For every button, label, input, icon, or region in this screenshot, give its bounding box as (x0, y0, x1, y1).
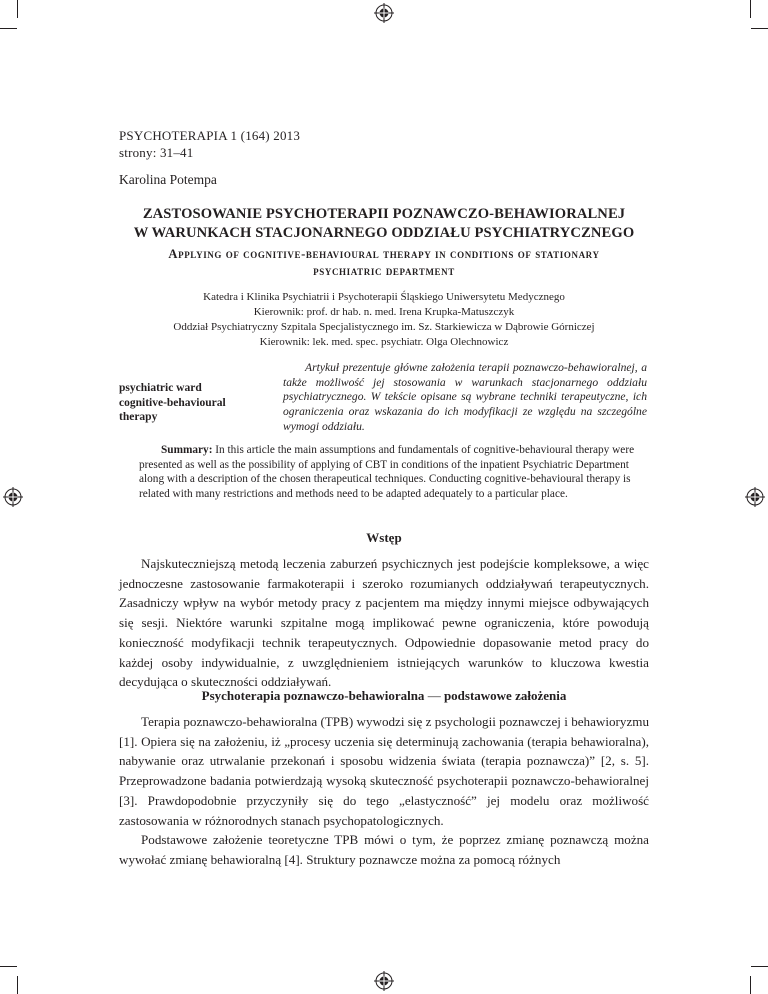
paragraph: Podstawowe założenie teoretyczne TPB mówi o tym, że poprzez zmianę poznawczą można wywołać zmianę behawioralną [4]. Struktury poznawcze można za pomocą różnych (119, 832, 649, 867)
keywords (119, 381, 269, 425)
abstract-polish: Artykuł prezentuje główne założenia terapii poznawczo-behawioralnej, a także możliwość jej stosowania w warunkach stacjonarnego oddziału psychiatrycznego. W tekście opisane są wybrane techniki terapeutyczne, ich ograniczenia oraz wskazania do ich modyfikacji ze względu na szczególne wymogi oddziału. (283, 361, 647, 433)
journal-citation: PSYCHOTERAPIA 1 (164) 2013 (119, 128, 301, 143)
crop-mark (0, 28, 17, 29)
affiliation (0, 290, 768, 350)
affiliation-line: Kierownik: prof. dr hab. n. med. Irena Krupka-Matuszczyk (253, 306, 515, 318)
affiliation-line: Oddział Psychiatryczny Szpitala Specjalistycznego im. Sz. Starkiewicza w Dąbrowie Górniczej (173, 321, 595, 333)
keyword: cognitive-behavioural (119, 396, 226, 409)
summary-label: Summary: (161, 444, 213, 456)
summary (139, 443, 649, 501)
crop-mark (751, 28, 768, 29)
section-heading-dash: — (427, 688, 441, 703)
crop-mark (751, 966, 768, 967)
affiliation-line: Kierownik: lek. med. spec. psychiatr. Olga Olechnowicz (259, 336, 509, 348)
paragraph: Najskuteczniejszą metodą leczenia zaburzeń psychicznych jest podejście kompleksowe, a więc jednoczesne zastosowanie farmakoterapii i szeroko rozumianych oddziaływań terapeutycznych. Zasadniczy wpływ na wybór metody pracy z pacjentem ma między innymi miejsce odbywających się sesji. Niektóre warunki szpitalne mogą implikować pewne ograniczenia, które powodują konieczność modyfikacji technik terapeutycznych. Odpowiednie dopasowanie metod pracy do każdej osoby indywidualnie, z uwzględnieniem istniejących warunków to kluczowa kwestia decydująca o skuteczności oddziaływań. (119, 556, 649, 690)
summary-text: In this article the main assumptions and fundamentals of cognitive-behavioural therapy were presented as well as the possibility of applying of CBT in conditions of the inpatient Psychiatric Department along with a description of the chosen therapeutical techniques. Conducting cognitive-behavioural therapy is related with many restrictions and methods need to be adapted adequately to a particular place. (139, 444, 635, 500)
page-range: strony: 31–41 (119, 145, 194, 160)
title-line: ZASTOSOWANIE PSYCHOTERAPII POZNAWCZO-BEHAWIORALNEJ (142, 206, 626, 222)
registration-mark-icon (3, 487, 23, 507)
crop-mark (0, 966, 17, 967)
section-heading-text: podstawowe założenia (443, 688, 567, 703)
section-heading (0, 688, 768, 704)
crop-mark (750, 976, 751, 994)
section-heading-text: Psychoterapia poznawczo-behawioralna (201, 688, 425, 703)
registration-mark-icon (374, 971, 394, 991)
english-title-line: psychiatric department (313, 264, 455, 278)
intro-paragraph (119, 554, 649, 692)
affiliation-line: Katedra i Klinika Psychiatrii i Psychoterapii Śląskiego Uniwersytetu Medycznego (203, 291, 565, 303)
english-title-line: Applying of cognitive-behavioural therapy in conditions of stationary (168, 247, 600, 261)
title-line: W WARUNKACH STACJONARNEGO ODDZIAŁU PSYCHIATRYCZNEGO (133, 225, 635, 241)
keyword: therapy (119, 411, 158, 423)
crop-mark (17, 0, 18, 18)
section-heading: Wstęp (366, 530, 402, 545)
crop-mark (750, 0, 751, 18)
registration-mark-icon (745, 487, 765, 507)
registration-mark-icon (374, 3, 394, 23)
keyword: psychiatric ward (119, 382, 202, 394)
article-title (0, 205, 768, 243)
crop-mark (17, 976, 18, 994)
english-title (0, 246, 768, 280)
author-name: Karolina Potempa (119, 172, 217, 187)
paragraph: Terapia poznawczo-behawioralna (TPB) wywodzi się z psychologii poznawczej i behawioryzmu [1]. Opiera się na założeniu, iż „procesy uczenia się determinują zachowania (terapia behawioralna), nabywanie oraz utrwalanie przekonań i sposobu widzenia świata (terapia poznawcza)” [2, s. 5]. Przeprowadzone badania potwierdzają wysoką skuteczność psychoterapii poznawczo-behawioralnej [3]. Prawdopodobnie przyczyniły się do tego „elastyczność” jej modelu oraz możliwość zastosowania w różnorodnych stanach psychopatologicznych. (119, 714, 649, 828)
section-body (119, 712, 649, 870)
